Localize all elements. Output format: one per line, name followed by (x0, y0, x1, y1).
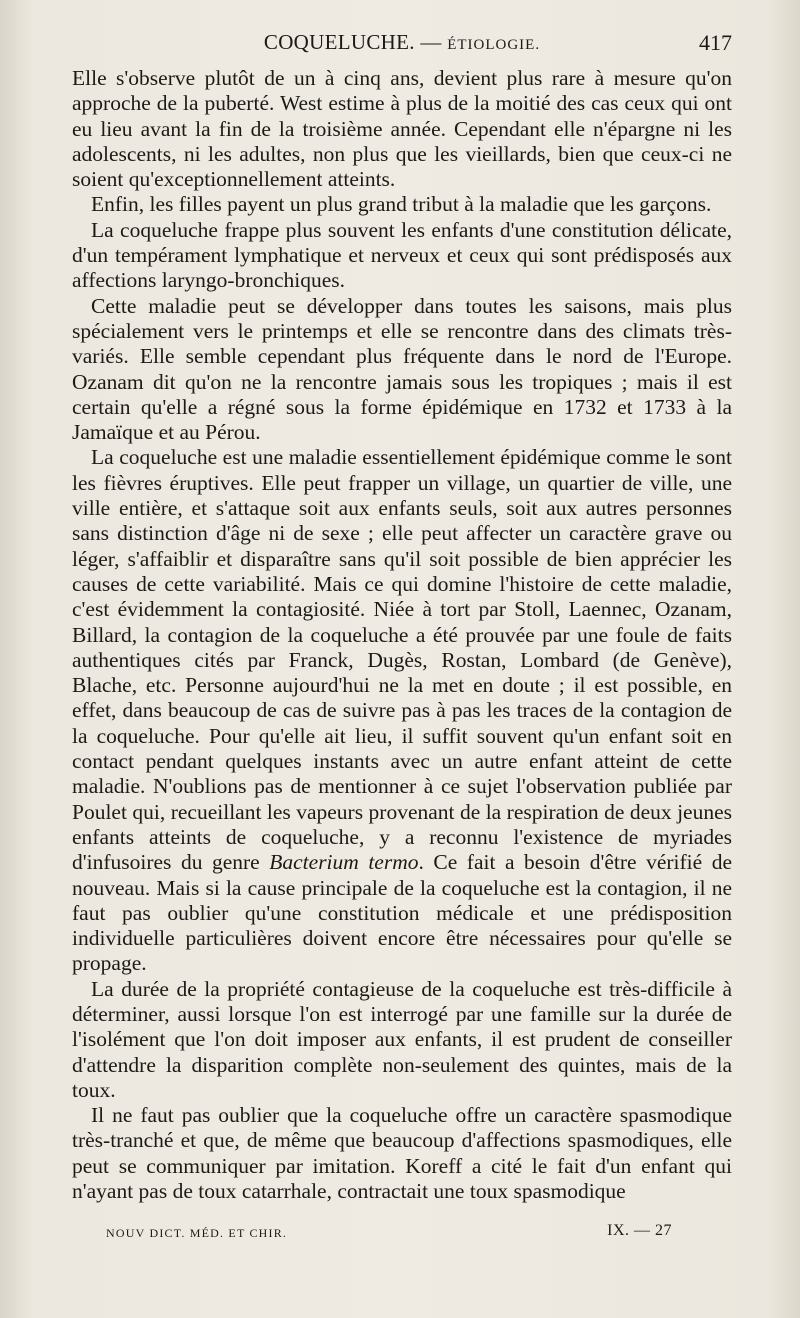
paragraph: Elle s'observe plutôt de un à cinq ans, devient plus rare à mesure qu'on approche de la puberté. West estime à plus de la moitié des cas ceux qui ont eu lieu avant la fin de la troisième année. Cependant elle n'épargne ni les adolescents, ni les adultes, non plus que les vieillards, bien que ceux-ci ne soient qu'exceptionnellement atteints. (72, 66, 732, 192)
paragraph: Enfin, les filles payent un plus grand tribut à la maladie que les garçons. (91, 192, 712, 217)
paragraph: La durée de la propriété contagieuse de la coqueluche est très-difficile à déterminer, aussi lorsque l'on est interrogé par une famille sur la durée de l'isolément que l'on doit imposer aux enfants, il est prudent de conseiller d'attendre la disparition complète non-seulement des quintes, mais de la toux. (72, 976, 732, 1102)
paragraph: Il ne faut pas oublier que la coqueluche offre un caractère spasmodique très-tranché et que, de même que beaucoup d'affections spasmodiques, elle peut se communiquer par imitation. Koreff a cité le fait d'un enfant qui n'ayant pas de toux catarrhale, contractait une toux spasmodique (72, 1103, 732, 1204)
body-text (72, 66, 732, 1204)
footer-volume-sheet: IX. — 27 (607, 1222, 672, 1239)
paragraph: Cette maladie peut se développer dans toutes les saisons, mais plus spécialement vers le printemps et elle se rencontre dans des climats très-variés. Elle semble cependant plus fréquente dans le nord de l'Europe. Ozanam dit qu'on ne la rencontre jamais sous les tropiques ; mais il est certain qu'elle a régné sous la forme épidémique en 1732 et 1733 à la Jamaïque et au Pérou. (72, 293, 732, 445)
running-header (72, 30, 732, 62)
page-footer (106, 1222, 672, 1244)
paragraph: La coqueluche est une maladie essentiellement épidémique comme le sont les fièvres éruptives. Elle peut frapper un village, un quartier de ville, une ville entière, et s'attaque soit aux enfants seuls, soit aux autres personnes sans distinction d'âge ni de sexe ; elle peut affecter un caractère grave ou léger, s'affaiblir et disparaître sans qu'il soit possible de bien apprécier les causes de cette variabilité. Mais ce qui domine l'histoire de cette maladie, c'est évidemment la contagiosité. Niée à tort par Stoll, Laennec, Ozanam, Billard, la contagion de la coqueluche a été prouvée par une foule de faits authentiques cités par Franck, Dugès, Rostan, Lombard (de Genève), Blache, etc. Personne aujourd'hui ne la met en doute ; il est possible, en effet, dans beaucoup de cas de suivre pas à pas les traces de la contagion de la coqueluche. Pour qu'elle ait lieu, il suffit souvent qu'un enfant soit en contact pendant quelques instants avec un autre enfant atteint de cette maladie. N'oublions pas de mentionner à ce sujet l'observation publiée par Poulet qui, recueillant les vapeurs provenant de la respiration de deux jeunes enfants atteints de coqueluche, y a reconnu l'existence de myriades d'infusoires du genre Bacterium termo. Ce fait a besoin d'être vérifié de nouveau. Mais si la cause principale de la coqueluche est la contagion, il ne faut pas oublier qu'une constitution médicale et une prédisposition individuelle particulières doivent encore être nécessaires pour qu'elle se propage. (72, 445, 732, 976)
paragraph: La coqueluche frappe plus souvent les enfants d'une constitution délicate, d'un tempérament lymphatique et nerveux et ceux qui sont prédisposés aux affections laryngo-bronchiques. (72, 217, 732, 293)
genus-name: Bacterium termo (269, 850, 419, 875)
header-subtitle: ÉTIOLOGIE. (447, 37, 541, 53)
running-title (72, 30, 732, 55)
footer-signature: NOUV DICT. MÉD. ET CHIR. (106, 1226, 288, 1240)
header-title: COQUELUCHE. — (263, 30, 442, 54)
page-number: 417 (699, 30, 732, 55)
